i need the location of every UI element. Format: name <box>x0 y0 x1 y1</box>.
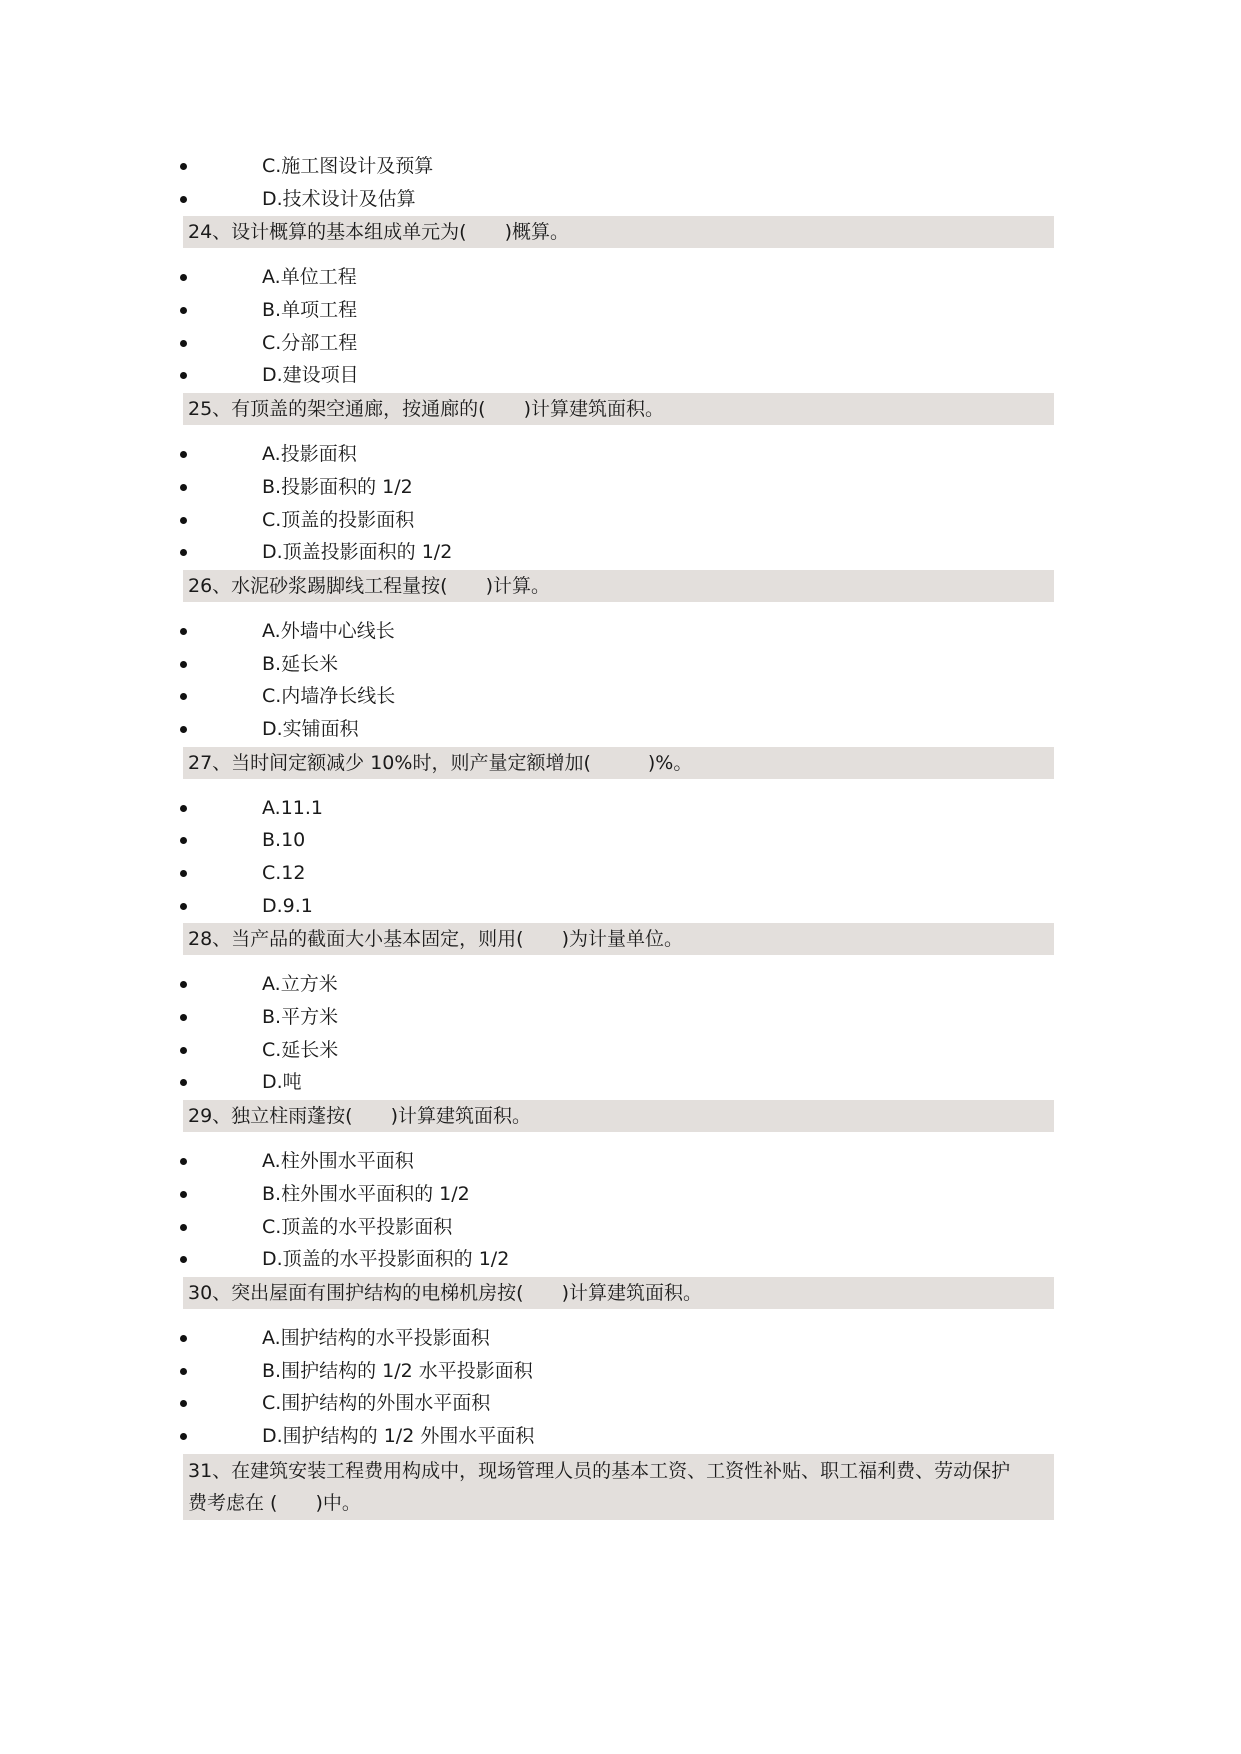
option-item <box>0 294 1241 327</box>
option-item <box>0 1034 1241 1067</box>
question-text-line: 31、在建筑安装工程费用构成中，现场管理人员的基本工资、工资性补贴、职工福利费、劳动保护 <box>188 1459 1011 1482</box>
bullet-icon <box>180 981 187 988</box>
option-text: A.立方米 <box>262 973 338 996</box>
bullet-icon <box>180 1368 187 1375</box>
option-item <box>0 1387 1241 1420</box>
option-text: A.投影面积 <box>262 443 357 466</box>
option-item <box>0 1178 1241 1211</box>
bullet-icon <box>180 693 187 700</box>
option-item <box>0 261 1241 294</box>
bullet-icon <box>180 1400 187 1407</box>
option-text: C.12 <box>262 862 306 884</box>
leading-options <box>0 150 1241 215</box>
bullet-icon <box>180 163 187 170</box>
bullet-icon <box>180 1224 187 1231</box>
option-text: B.单项工程 <box>262 299 358 322</box>
option-item <box>0 1420 1241 1453</box>
bullet-icon <box>180 1433 187 1440</box>
bullet-icon <box>180 274 187 281</box>
question-31 <box>183 1454 1054 1520</box>
option-text: C.施工图设计及预算 <box>262 155 434 177</box>
bullet-icon <box>180 870 187 877</box>
bullet-icon <box>180 1047 187 1054</box>
question-text-line: 费考虑在 ( )中。 <box>188 1491 361 1514</box>
option-item <box>0 792 1241 825</box>
option-text: B.围护结构的 1/2 水平投影面积 <box>262 1359 533 1382</box>
question-stem: 24、设计概算的基本组成单元为( )概算。 <box>183 216 1054 248</box>
bullet-icon <box>180 837 187 844</box>
question-stem: 28、当产品的截面大小基本固定，则用( )为计量单位。 <box>183 923 1054 955</box>
option-text: A.柱外围水平面积 <box>262 1150 414 1173</box>
option-text: C.顶盖的水平投影面积 <box>262 1215 453 1238</box>
option-item <box>0 183 1241 216</box>
bullet-icon <box>180 340 187 347</box>
question-stem: 25、有顶盖的架空通廊，按通廊的( )计算建筑面积。 <box>183 393 1054 425</box>
bullet-icon <box>180 549 187 556</box>
option-text: A.外墙中心线长 <box>262 619 395 642</box>
option-item <box>0 471 1241 504</box>
question-stem: 26、水泥砂浆踢脚线工程量按( )计算。 <box>183 570 1054 602</box>
bullet-icon <box>180 372 187 379</box>
option-text: D.技术设计及估算 <box>262 187 416 210</box>
option-text: C.分部工程 <box>262 331 358 354</box>
option-text: C.围护结构的外围水平面积 <box>262 1392 491 1415</box>
option-list <box>0 1145 1241 1276</box>
option-text: D.建设项目 <box>262 364 359 387</box>
option-item <box>0 1211 1241 1244</box>
option-item <box>0 968 1241 1001</box>
bullet-icon <box>180 805 187 812</box>
exam-page <box>0 150 1241 1533</box>
option-item <box>0 150 1241 183</box>
bullet-icon <box>180 451 187 458</box>
bullet-icon <box>180 196 187 203</box>
option-item <box>0 359 1241 392</box>
bullet-icon <box>180 517 187 524</box>
option-item <box>0 857 1241 890</box>
question-list <box>0 216 1241 1452</box>
option-item <box>0 536 1241 569</box>
option-text: A.围护结构的水平投影面积 <box>262 1326 490 1349</box>
option-text: B.投影面积的 1/2 <box>262 475 413 498</box>
option-item <box>0 327 1241 360</box>
bullet-icon <box>180 628 187 635</box>
option-text: B.平方米 <box>262 1006 339 1029</box>
bullet-icon <box>180 484 187 491</box>
option-text: D.围护结构的 1/2 外围水平面积 <box>262 1424 535 1447</box>
bullet-icon <box>180 1191 187 1198</box>
option-text: D.顶盖的水平投影面积的 1/2 <box>262 1248 510 1271</box>
option-item <box>0 824 1241 857</box>
option-item <box>0 1355 1241 1388</box>
bullet-icon <box>180 903 187 910</box>
option-text: D.9.1 <box>262 894 313 917</box>
question-stem: 29、独立柱雨蓬按( )计算建筑面积。 <box>183 1100 1054 1132</box>
bullet-icon <box>180 307 187 314</box>
option-list <box>0 261 1241 392</box>
question-stem: 27、当时间定额减少 10%时，则产量定额增加( )%。 <box>183 747 1054 779</box>
option-list <box>0 615 1241 746</box>
option-text: B.延长米 <box>262 652 339 675</box>
option-list <box>0 1322 1241 1453</box>
option-text: C.内墙净长线长 <box>262 685 396 708</box>
option-item <box>0 1145 1241 1178</box>
option-text: D.吨 <box>262 1071 302 1094</box>
option-item <box>0 648 1241 681</box>
bullet-icon <box>180 726 187 733</box>
option-text: A.11.1 <box>262 796 324 819</box>
bullet-icon <box>180 1256 187 1263</box>
option-item <box>0 680 1241 713</box>
option-item <box>0 504 1241 537</box>
option-item <box>0 1243 1241 1276</box>
option-item <box>0 1001 1241 1034</box>
option-text: D.实铺面积 <box>262 717 359 740</box>
bullet-icon <box>180 661 187 668</box>
option-list <box>0 968 1241 1099</box>
option-item <box>0 1066 1241 1099</box>
option-list <box>0 438 1241 569</box>
option-text: A.单位工程 <box>262 266 357 289</box>
option-text: B.柱外围水平面积的 1/2 <box>262 1182 470 1205</box>
option-item <box>0 890 1241 923</box>
bullet-icon <box>180 1158 187 1165</box>
option-item <box>0 438 1241 471</box>
bullet-icon <box>180 1014 187 1021</box>
option-list <box>0 792 1241 923</box>
option-text: C.顶盖的投影面积 <box>262 508 415 531</box>
option-item <box>0 1322 1241 1355</box>
option-text: B.10 <box>262 829 306 852</box>
option-text: D.顶盖投影面积的 1/2 <box>262 541 453 564</box>
question-stem: 30、突出屋面有围护结构的电梯机房按( )计算建筑面积。 <box>183 1277 1054 1309</box>
option-item <box>0 713 1241 746</box>
option-text: C.延长米 <box>262 1038 339 1061</box>
option-item <box>0 615 1241 648</box>
bullet-icon <box>180 1335 187 1342</box>
bullet-icon <box>180 1079 187 1086</box>
